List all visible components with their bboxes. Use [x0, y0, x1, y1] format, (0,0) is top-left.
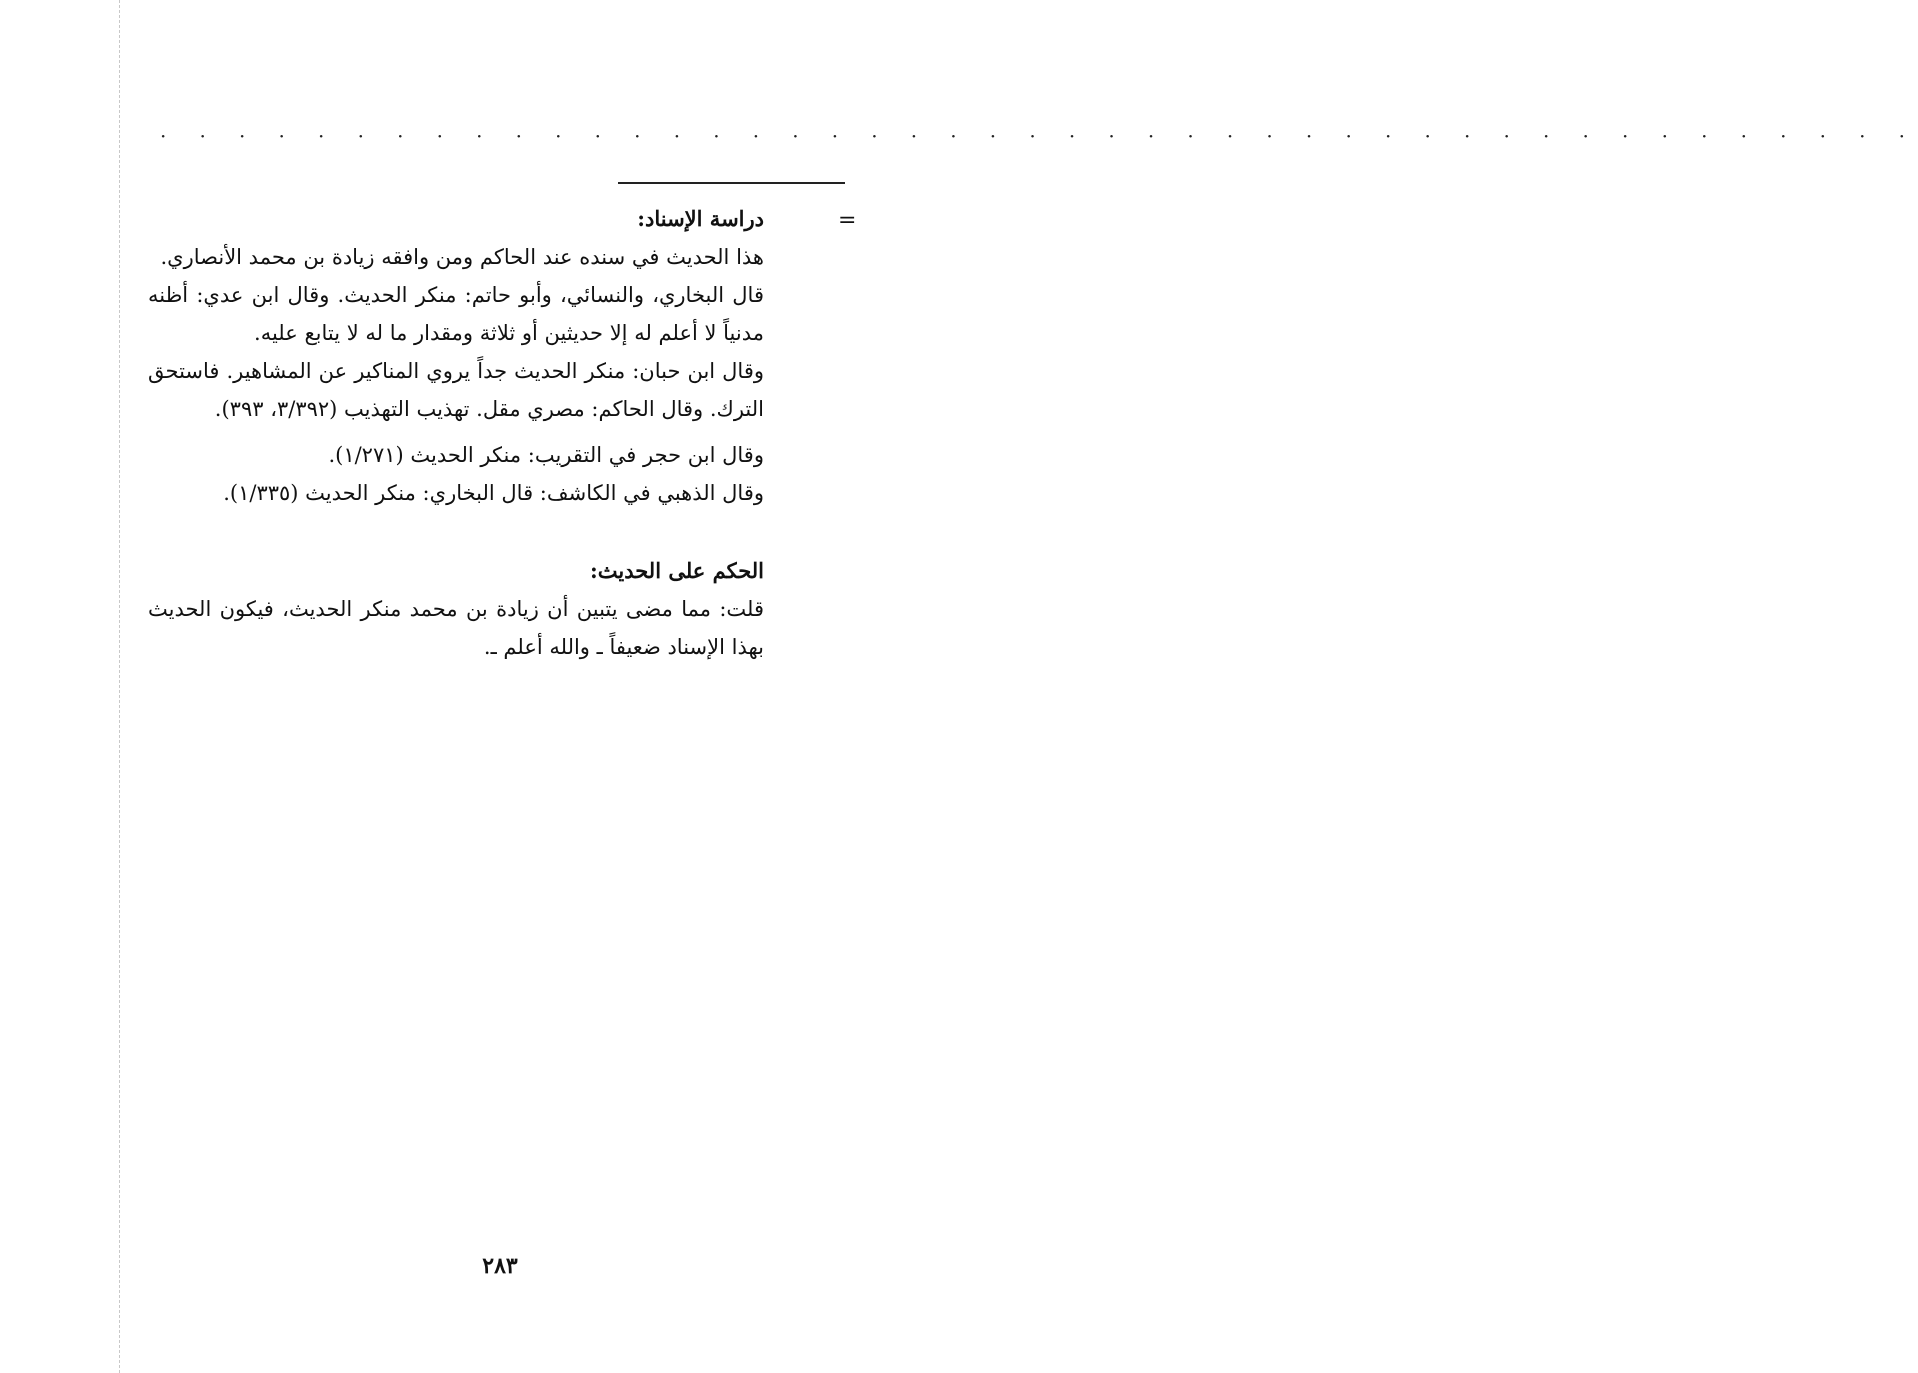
paragraph-2: قال البخاري، والنسائي، وأبو حاتم: منكر الحديث. وقال ابن عدي: أظنه مدنياً لا أعلم له إلا حديثين أو ثلاثة ومقدار ما له لا يتابع عليه.: [148, 283, 764, 345]
paragraph-4: وقال ابن حجر في التقريب: منكر الحديث (١/٢٧١).: [328, 443, 764, 467]
section-heading-isnad: دراسة الإسناد:: [637, 206, 764, 231]
section-rule: [618, 182, 845, 184]
continuation-mark: =: [838, 208, 857, 233]
paragraph-5: وقال الذهبي في الكاشف: قال البخاري: منكر الحديث (١/٣٣٥).: [223, 481, 764, 505]
paragraph-1: هذا الحديث في سنده عند الحاكم ومن وافقه زيادة بن محمد الأنصاري.: [160, 245, 764, 269]
paragraph-3: وقال ابن حبان: منكر الحديث جداً يروي المناكير عن المشاهير. فاستحق الترك. وقال الحاكم: مصري مقل. تهذيب التهذيب (٣/٣٩٢، ٣٩٣).: [148, 359, 764, 421]
isnad-study-section: [148, 200, 764, 512]
section-heading-ruling: الحكم على الحديث:: [590, 558, 764, 583]
dotted-separator: · · · · · · · · · · · · · · · · · · · · · · · · · · · · · · · · · · · · · · · · · · · · ·: [160, 124, 1918, 148]
page-number: ٢٨٣: [482, 1253, 518, 1279]
paragraph-ruling: قلت: مما مضى يتبين أن زيادة بن محمد منكر الحديث، فيكون الحديث بهذا الإسناد ضعيفاً ـ والله أعلم ـ.: [148, 597, 765, 659]
hadith-ruling-section: [148, 552, 764, 666]
binding-margin-line: [119, 0, 120, 1373]
